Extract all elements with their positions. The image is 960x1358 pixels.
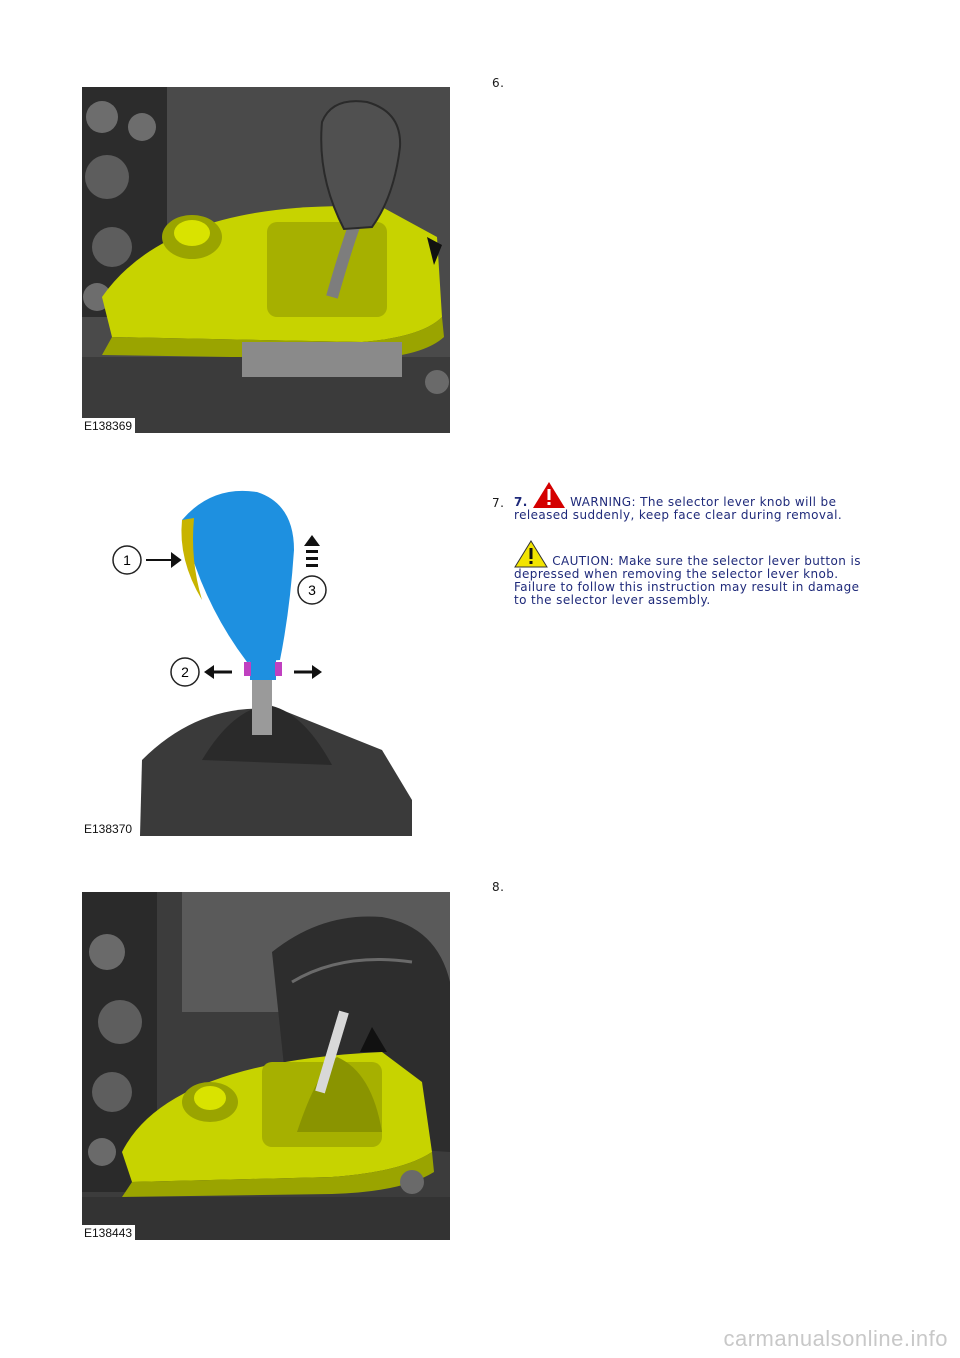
callout-2-label: 2 — [181, 664, 189, 680]
console-removal-illustration — [82, 892, 450, 1240]
caution-line-3: Failure to follow this instruction may result in damage — [514, 580, 860, 594]
warning-line-1: WARNING: The selector lever knob will be — [570, 495, 837, 509]
watermark: carmanualsonline.info — [723, 1326, 948, 1351]
figure-e138369 — [82, 87, 450, 433]
callout-3-label: 3 — [308, 582, 316, 598]
step-8-number: 8. — [492, 880, 505, 894]
callout-3 — [298, 535, 326, 604]
figure-id-label: E138369 — [82, 418, 135, 433]
warning-note — [514, 481, 884, 522]
selector-knob-illustration — [82, 480, 412, 836]
figure-e138370 — [82, 480, 412, 836]
warning-icon — [532, 481, 566, 509]
figure-id-label: E138370 — [82, 821, 135, 836]
caution-line-1: CAUTION: Make sure the selector lever button is — [552, 554, 861, 568]
caution-icon — [514, 540, 548, 568]
inline-step-number: 7. — [514, 495, 528, 509]
callout-1 — [113, 546, 180, 574]
callout-1-label: 1 — [123, 552, 131, 568]
console-trim-illustration — [82, 87, 450, 433]
caution-note — [514, 540, 884, 607]
caution-line-4: to the selector lever assembly. — [514, 593, 711, 607]
warning-line-2: released suddenly, keep face clear during removal. — [514, 508, 843, 522]
caution-line-2: depressed when removing the selector lever knob. — [514, 567, 839, 581]
figure-e138443 — [82, 892, 450, 1240]
step-6-number: 6. — [492, 76, 505, 90]
step-7-number: 7. — [492, 496, 505, 510]
figure-id-label: E138443 — [82, 1225, 135, 1240]
